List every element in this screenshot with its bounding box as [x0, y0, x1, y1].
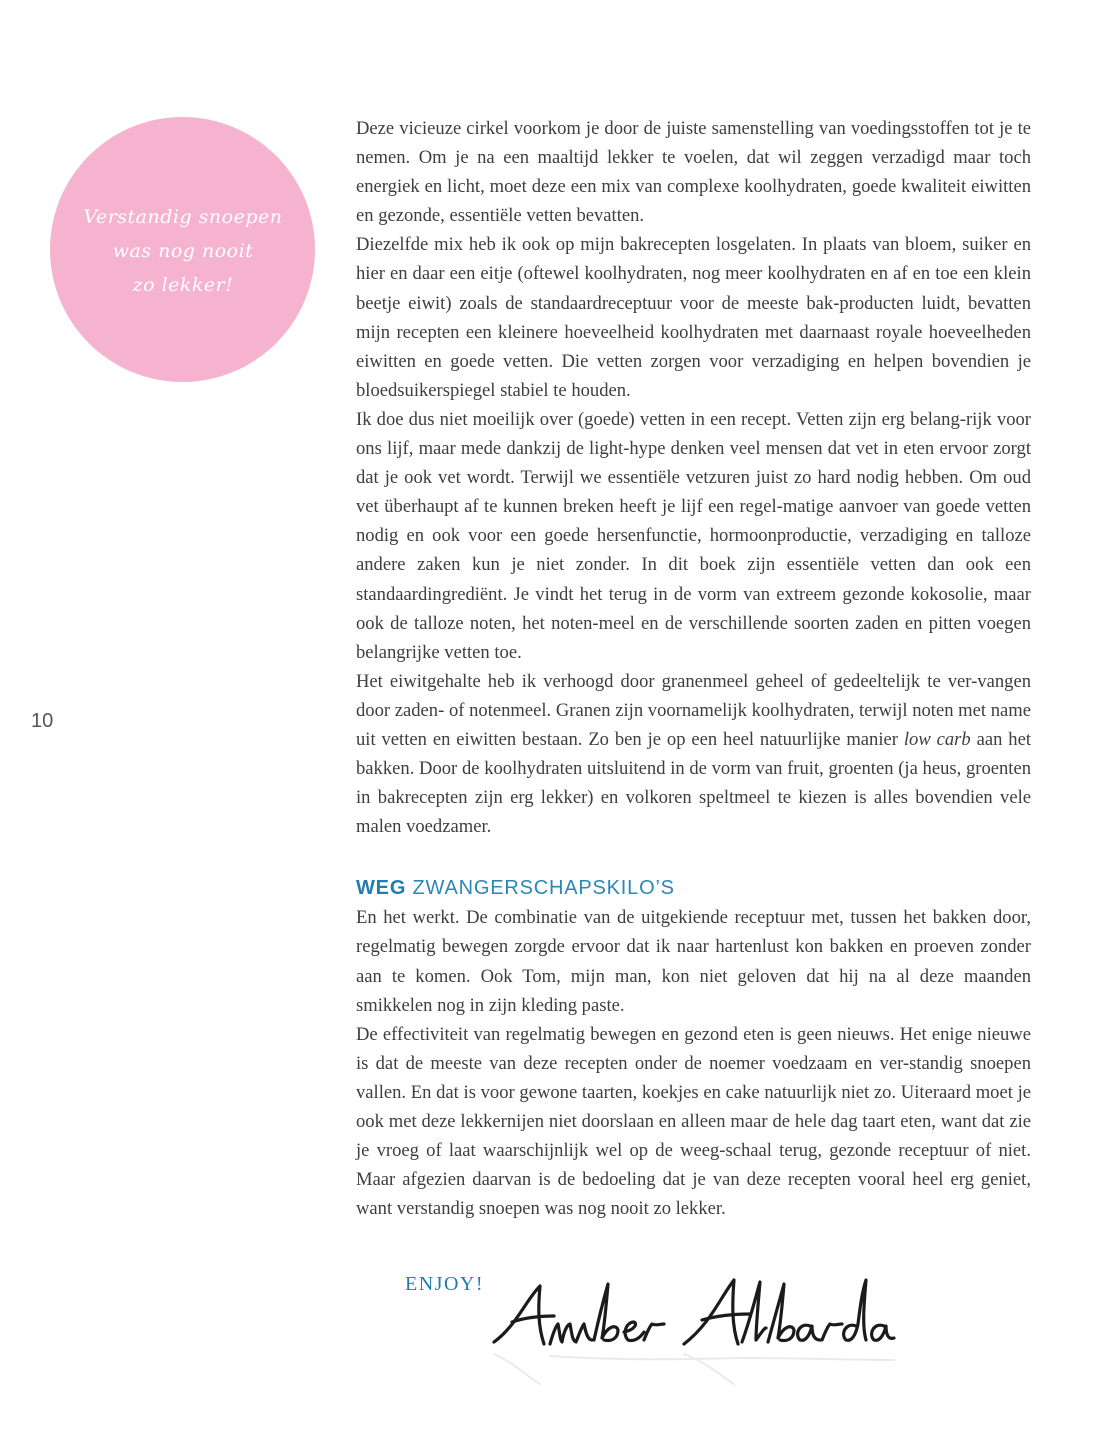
- section-heading-bold: WEG: [356, 877, 407, 900]
- body-paragraph-3: Ik doe dus niet moeilijk over (goede) vetten in een recept. Vetten zijn erg belang-rijk voor ons lijf, maar mede dankzij de light-hype denken veel mensen dat vet in eten ervoor zorgt dat je ook vet wordt. Terwijl we essentiële vetzuren juist zo hard nodig hebben. Om oud vet überhaupt af te kunnen breken heeft je lijf een regel-matige aanvoer van goede vetten nodig en ook voor een goede hersenfunctie, hormoonproductie, verzadiging en talloze andere zaken kun je niet zonder. In dit boek zijn essentiële vetten dan ook een standaardingrediënt. Je vindt het terug in de vorm van extreem gezonde kokosolie, maar ook de talloze noten, het noten-meel en de verschillende soorten zaden en pitten voegen belangrijke vetten toe.: [356, 408, 1031, 663]
- pull-quote-line-3: zo lekker!: [132, 274, 234, 296]
- body-paragraph-1: Deze vicieuze cirkel voorkom je door de juiste samenstelling van voedingsstoffen tot je te nemen. Om je na een maaltijd lekker te voelen, dat wil zeggen verzadigd maar toch energiek en licht, moet deze een mix van complexe koolhydraten, goede kwaliteit eiwitten en gezonde, essentiële vetten bevatten.: [356, 118, 1031, 227]
- body-paragraph-4: [356, 667, 1031, 842]
- pull-quote-line-2: was nog nooit: [112, 240, 254, 262]
- handwritten-signature: [488, 1268, 898, 1390]
- body-paragraph-2: Diezelfde mix heb ik ook op mijn bakrecepten losgelaten. In plaats van bloem, suiker en hier en daar een eitje (oftewel koolhydraten, nog meer koolhydraten en af en toe een klein beetje eiwit) zoals de standaardreceptuur voor de meeste bak-producten luidt, bevatten mijn recepten een kleinere hoeveelheid koolhydraten met daarnaast royale hoeveelheden eiwitten en goede vetten. Die vetten zorgen voor verzadiging en helpen bovendien je bloedsuikerspiegel stabiel te houden.: [356, 234, 1031, 401]
- section-heading: [356, 873, 1031, 903]
- section-paragraph-2: De effectiviteit van regelmatig bewegen en gezond eten is geen nieuws. Het enige nieuwe is dat de meeste van deze recepten onder de noemer voedzaam en ver-standig snoepen vallen. En dat is voor gewone taarten, koekjes en cake natuurlijk niet zo. Uiteraard moet je ook met deze lekkernijen niet doorslaan en alleen maar de hele dag taart eten, want dat zie je vroeg of laat waarschijnlijk wel op de weeg-schaal terug, gezonde receptuur of niet. Maar afgezien daarvan is de bedoeling dat je van deze recepten vooral heel erg geniet, want verstandig snoepen was nog nooit zo lekker.: [356, 1023, 1031, 1220]
- body-paragraph-4-start: Het eiwitgehalte heb ik verhoogd door granenmeel geheel of gedeeltelijk te ver-vangen door zaden- of notenmeel. Granen zijn voornamelijk koolhydraten, terwijl noten met name uit vetten en eiwitten bestaan. Zo ben je op een heel natuurlijke manier: [356, 670, 1031, 750]
- main-text-column: [356, 114, 1031, 1223]
- page-number: 10: [31, 710, 54, 732]
- section-heading-rest: ZWANGERSCHAPSKILO’S: [406, 877, 675, 900]
- low-carb-emphasis: low carb: [903, 728, 971, 750]
- body-paragraph-4-end: aan het bakken. Door de koolhydraten uitsluitend in de vorm van fruit, groenten (ja heus, groenten in bakrecepten zijn erg lekker) en volkoren speltmeel te kiezen is alles bovendien vele malen voedzamer.: [356, 728, 1031, 838]
- pull-quote-line-1: Verstandig snoepen: [83, 206, 283, 228]
- enjoy-sign-off: ENJOY!: [405, 1273, 484, 1295]
- section-paragraph-1: En het werkt. De combinatie van de uitgekiende receptuur met, tussen het bakken door, regelmatig bewegen zorgde ervoor dat ik naar hartenlust kon bakken en proeven zonder aan te komen. Ook Tom, mijn man, kon niet geloven dat hij na al deze maanden smikkelen nog in zijn kleding paste.: [356, 907, 1031, 1016]
- pull-quote: [72, 200, 294, 302]
